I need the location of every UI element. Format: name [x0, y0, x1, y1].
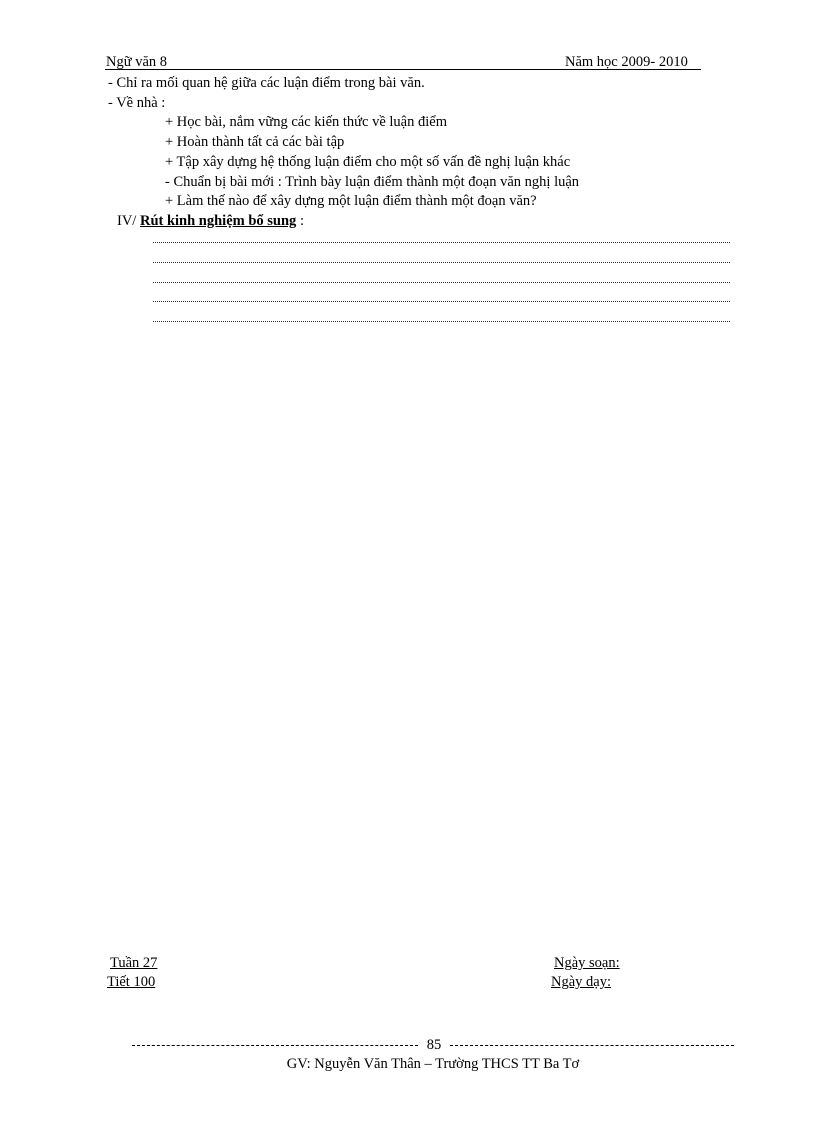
homework-item-question: + Làm thế nào để xây dựng một luận điểm thành một đoạn văn?	[165, 193, 537, 209]
header-rule	[105, 69, 701, 70]
dotted-line-2	[153, 262, 730, 263]
section-colon: :	[296, 213, 304, 229]
homework-item-study: + Học bài, nắm vững các kiến thức về luận điểm	[165, 114, 447, 130]
footer-author: GV: Nguyễn Văn Thân – Trường THCS TT Ba Tơ	[286, 1056, 580, 1072]
section-title: Rút kinh nghiệm bổ sung	[139, 213, 297, 229]
homework-item-exercises: + Hoàn thành tất cả các bài tập	[165, 134, 345, 150]
dotted-line-5	[153, 321, 730, 322]
schedule-date-prepared: Ngày soạn:	[554, 955, 620, 971]
homework-item-prepare-lesson: - Chuẩn bị bài mới : Trình bày luận điểm thành một đoạn văn nghị luận	[165, 174, 580, 190]
header-school-year: Năm học 2009- 2010	[565, 54, 688, 70]
dotted-line-3	[153, 282, 730, 283]
dotted-line-1	[153, 242, 730, 243]
schedule-date-taught: Ngày dạy:	[551, 974, 611, 990]
header-subject: Ngữ văn 8	[106, 54, 168, 70]
footer-dash-left	[132, 1045, 418, 1046]
page-number: 85	[426, 1037, 442, 1053]
section-experience-heading	[117, 212, 304, 230]
schedule-week: Tuần 27	[110, 955, 158, 971]
body-line-relationship: - Chỉ ra mối quan hệ giữa các luận điểm trong bài văn.	[108, 75, 425, 91]
footer-dash-right	[450, 1045, 734, 1046]
schedule-period: Tiết 100	[107, 974, 156, 990]
body-line-homework: - Về nhà :	[108, 95, 166, 111]
section-number: IV/	[117, 213, 140, 229]
homework-item-build-system: + Tập xây dựng hệ thống luận điểm cho một số vấn đề nghị luận khác	[165, 154, 571, 170]
dotted-line-4	[153, 301, 730, 302]
